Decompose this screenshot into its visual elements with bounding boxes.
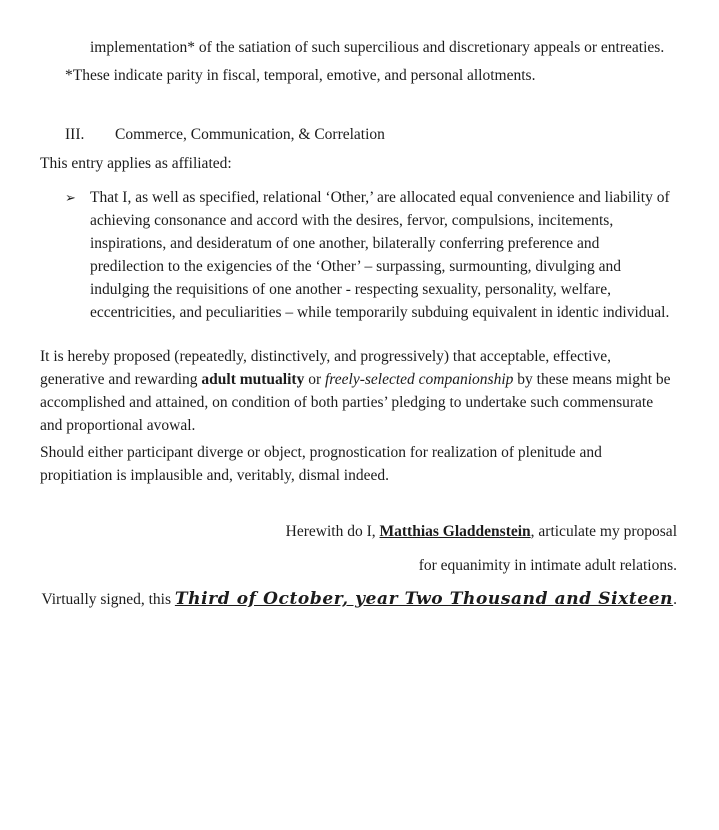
footnote-allotments: *These indicate parity in fiscal, temporal, emotive, and personal allotments. [65,67,536,84]
bullet-item [40,186,677,324]
paragraph-proposal [40,345,677,437]
signature-date: Third of October, year Two Thousand and Sixteen [174,589,674,609]
signature-name: Matthias Gladdenstein [379,523,531,540]
section-heading [40,123,677,146]
signed-line [40,588,677,611]
proposal-italic-phrase: freely-selected companionship [325,371,514,388]
signature-block [40,520,677,611]
bullet-text: That I, as well as specified, relational ‘Other,’ are allocated equal convenience and liability of achieving consonance and accord with the desires, fervor, compulsions, incitements, inspirations, and desideratum of one another, bilaterally conferring preference and predilection to the exigencies of the ‘Other’ – surpassing, surmounting, divulging and indulging the requisitions of one another - respecting sexuality, personality, welfare, eccentricities, and peculiarities – while temporarily subduing equivalent in identic individual. [90,189,670,321]
signature-line1-pre: Herewith do I, [285,523,380,540]
section-title: Commerce, Communication, & Correlation [115,126,385,143]
proposal-text-part1: It is hereby proposed (repeatedly, distinctively, and progressively) that acceptable, effective, generative and rewarding [40,348,611,388]
paragraph-implementation: implementation* of the satiation of such supercilious and discretionary appeals or entreaties. [90,39,665,56]
arrow-bullet-icon: ➢ [65,190,76,205]
proposal-connector: or [304,371,325,388]
signature-line1-post: , articulate my proposal [530,523,677,540]
signed-pre-text: Virtually signed, this [41,591,175,608]
proposal-text-part2: by these means might be accomplished and attained, on condition of both parties’ pledging to undertake such commensurate and proportional avowal. [40,371,671,434]
signed-end-period: . [673,591,677,608]
signature-line-1 [40,520,677,543]
proposal-bold-phrase: adult mutuality [201,371,305,388]
section-number: III. [65,126,85,143]
paragraph-intro: This entry applies as affiliated: [40,155,232,172]
signature-line-2: for equanimity in intimate adult relations. [418,557,677,574]
paragraph-caution: Should either participant diverge or object, prognostication for realization of plenitude and propitiation is implausible and, veritably, dismal indeed. [40,444,602,484]
